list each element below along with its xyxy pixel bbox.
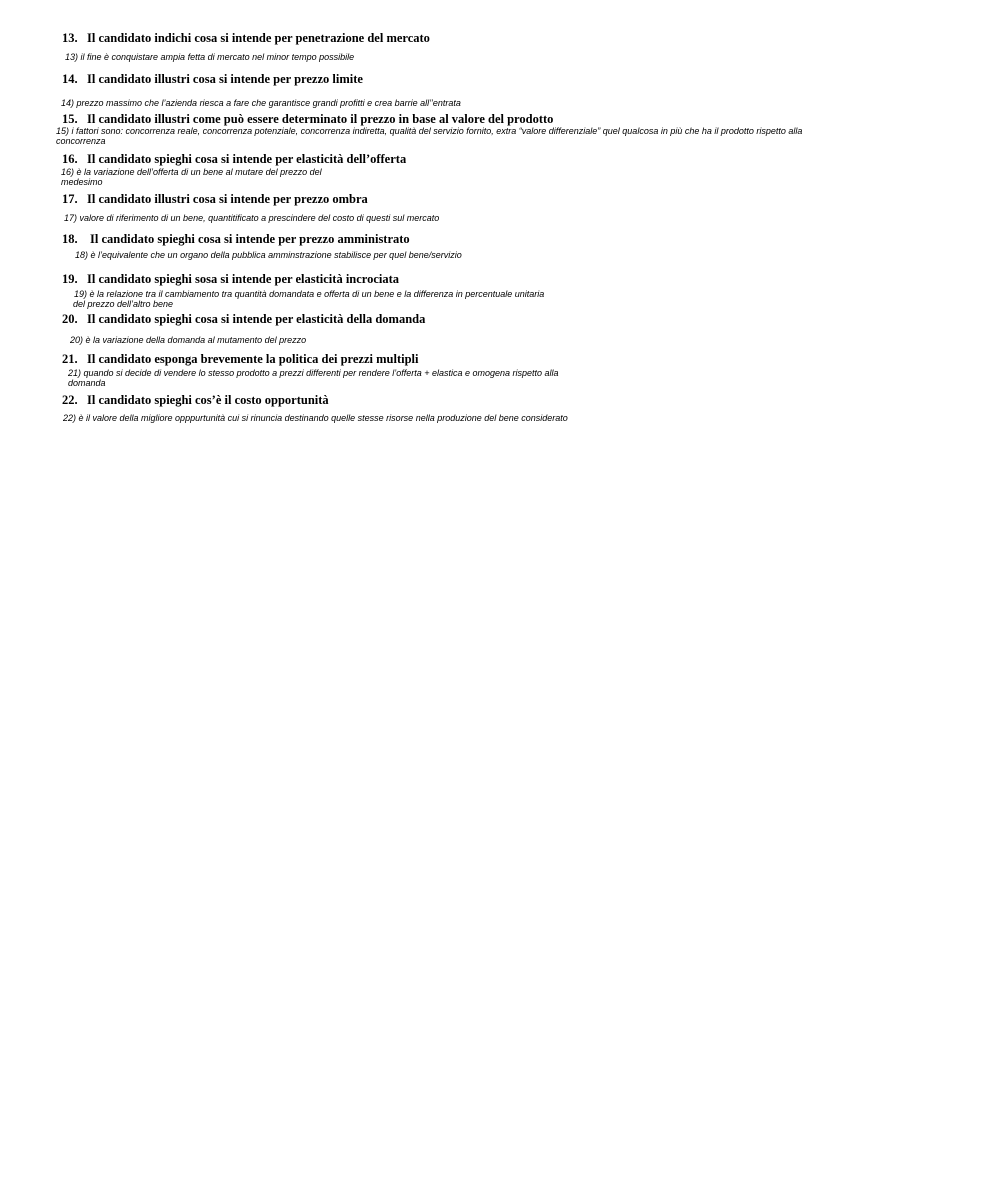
question-text: Il candidato illustri cosa si intende per prezzo ombra bbox=[87, 192, 368, 206]
question-17 bbox=[62, 192, 368, 206]
question-18 bbox=[62, 232, 410, 246]
answer-21 bbox=[68, 368, 559, 388]
answer-line: 21) quando si decide di vendere lo stesso prodotto a prezzi differenti per rendere l’offerta + elastica e omogena rispetto alla bbox=[68, 368, 559, 378]
question-13 bbox=[62, 31, 430, 45]
question-16 bbox=[62, 152, 406, 166]
question-text: Il candidato spieghi sosa si intende per elasticità incrociata bbox=[87, 272, 400, 286]
question-text: Il candidato spieghi cos’è il costo opportunità bbox=[87, 393, 329, 407]
question-text: Il candidato spieghi cosa si intende per elasticità dell’offerta bbox=[87, 152, 407, 166]
question-number: 21. bbox=[62, 352, 78, 366]
answer-14: 14) prezzo massimo che l’azienda riesca a fare che garantisce grandi profitti e crea barrie all’’entrata bbox=[61, 98, 461, 108]
question-number: 14. bbox=[62, 72, 78, 86]
question-number: 17. bbox=[62, 192, 78, 206]
question-number: 13. bbox=[62, 31, 78, 45]
question-text: Il candidato esponga brevemente la politica dei prezzi multipli bbox=[87, 352, 419, 366]
answer-line: 19) è la relazione tra il cambiamento tra quantità domandata e offerta di un bene e la differenza in percentuale unitaria bbox=[74, 289, 545, 299]
question-text: Il candidato illustri come può essere determinato il prezzo in base al valore del prodotto bbox=[87, 112, 554, 126]
question-number: 22. bbox=[62, 393, 78, 407]
answer-line: medesimo bbox=[61, 177, 103, 187]
question-text: Il candidato indichi cosa si intende per penetrazione del mercato bbox=[87, 31, 430, 45]
question-number: 19. bbox=[62, 272, 78, 286]
answer-17: 17) valore di riferimento di un bene, quantitificato a prescindere del costo di questi sul mercato bbox=[64, 213, 440, 223]
answer-line: del prezzo dell’altro bene bbox=[73, 299, 174, 309]
answer-line: 16) è la variazione dell’offerta di un bene al mutare del prezzo del bbox=[61, 167, 322, 177]
answer-19 bbox=[73, 289, 544, 309]
answer-line: 15) i fattori sono: concorrenza reale, concorrenza potenziale, concorrenza indiretta, qualità del servizio fornito, extra “valore differenziale” quel qualcosa in più che ha il prodotto rispetto alla bbox=[56, 126, 803, 136]
question-15 bbox=[62, 112, 553, 126]
question-number: 16. bbox=[62, 152, 78, 166]
question-14 bbox=[62, 72, 363, 86]
question-number: 18. bbox=[62, 232, 78, 246]
question-19 bbox=[62, 272, 399, 286]
question-20 bbox=[62, 312, 425, 326]
question-number: 15. bbox=[62, 112, 78, 126]
question-text: Il candidato illustri cosa si intende per prezzo limite bbox=[87, 72, 363, 86]
question-21 bbox=[62, 352, 418, 366]
answer-13: 13) il fine è conquistare ampia fetta di mercato nel minor tempo possibile bbox=[65, 52, 355, 62]
answer-20: 20) è la variazione della domanda al mutamento del prezzo bbox=[70, 335, 307, 345]
question-text: Il candidato spieghi cosa si intende per elasticità della domanda bbox=[87, 312, 426, 326]
question-22 bbox=[62, 393, 329, 407]
answer-line: domanda bbox=[68, 378, 106, 388]
question-number: 20. bbox=[62, 312, 78, 326]
answer-line: concorrenza bbox=[56, 136, 106, 146]
answer-18: 18) è l’equivalente che un organo della pubblica amminstrazione stabilisce per quel bene/servizio bbox=[75, 250, 462, 260]
answer-15 bbox=[56, 126, 802, 146]
answer-16 bbox=[61, 167, 322, 187]
question-text: Il candidato spieghi cosa si intende per prezzo amministrato bbox=[90, 232, 410, 246]
answer-22: 22) è il valore della migliore opppurtunità cui si rinuncia destinando quelle stesse risorse nella produzione del bene considerato bbox=[63, 413, 568, 423]
